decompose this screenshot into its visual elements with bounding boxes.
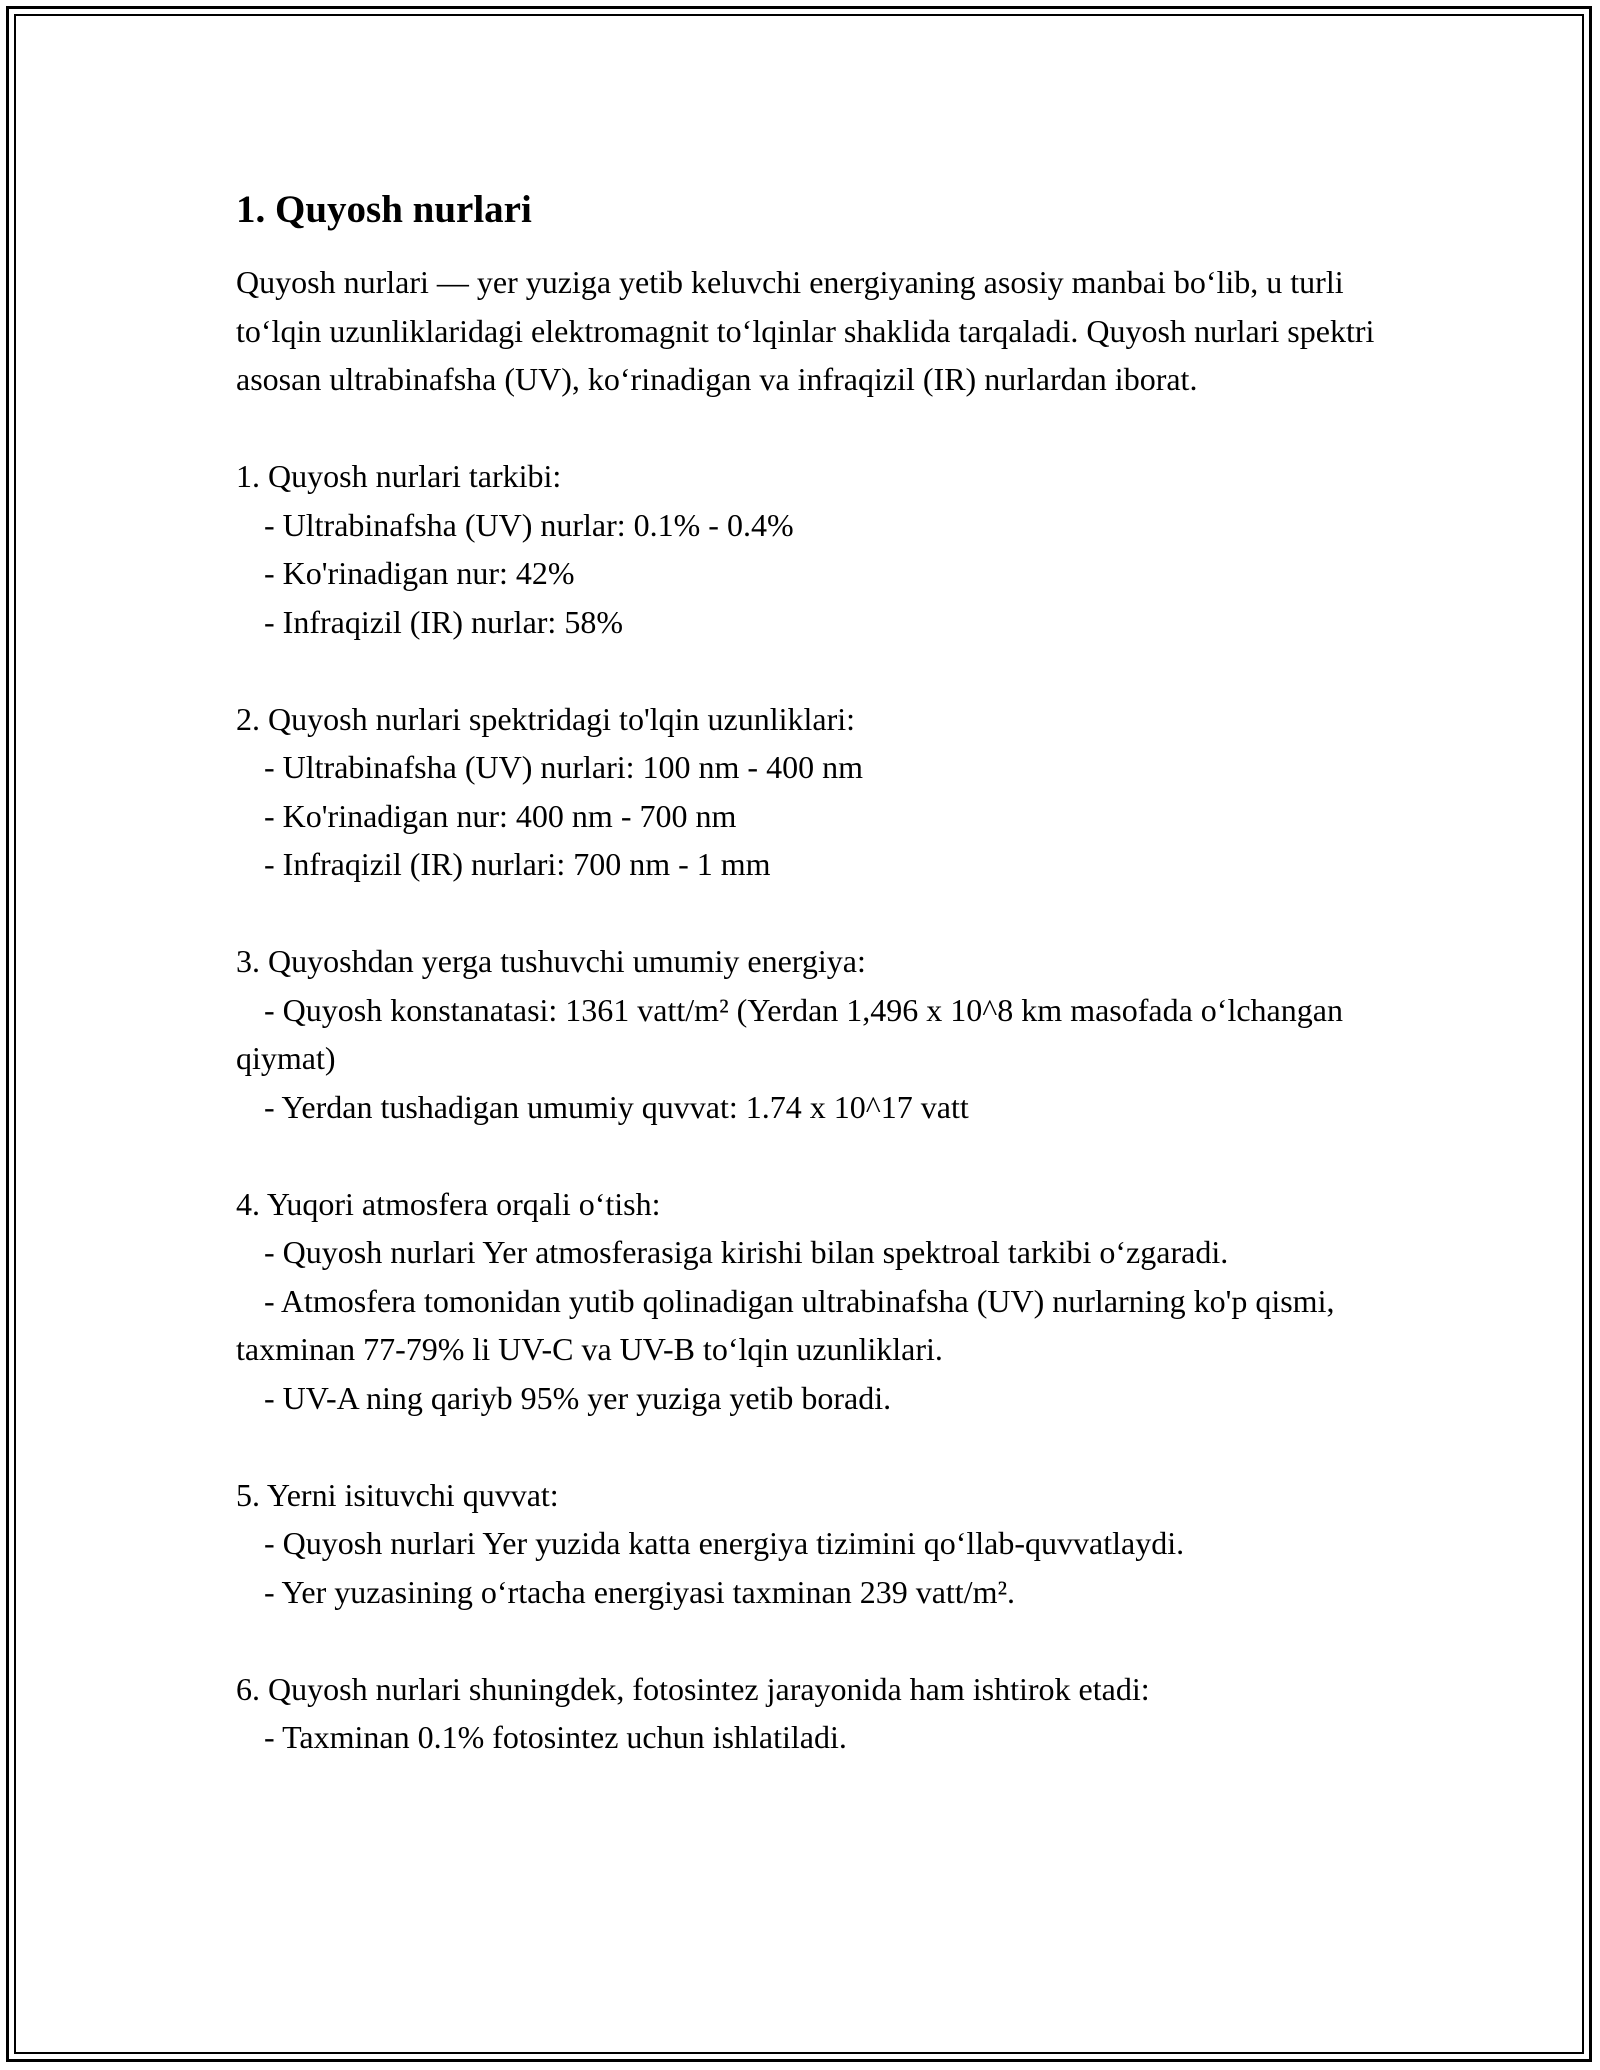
list-item: - Ultrabinafsha (UV) nurlar: 0.1% - 0.4% xyxy=(264,506,794,543)
list-item: - Ultrabinafsha (UV) nurlari: 100 nm - 400 nm xyxy=(264,749,863,785)
section-heading: 3. Quyoshdan yerga tushuvchi umumiy energiya: xyxy=(236,943,866,979)
intro-paragraph: Quyosh nurlari — yer yuziga yetib keluvchi energiyaning asosiy manbai boʻlib, u turli toʻlqin uzunliklaridagi elektromagnit toʻlqinlar shaklida tarqaladi. Quyosh nurlari spektri asosan ultrabinafsha (UV), koʻrinadigan va infraqizil (IR) nurlardan iborat. xyxy=(236,264,1375,397)
list-item: - Ko'rinadigan nur: 42% xyxy=(264,555,575,591)
section-1 xyxy=(236,452,1376,646)
list-item: - Yer yuzasining oʻrtacha energiyasi taxminan 239 vatt/m². xyxy=(264,1573,1016,1610)
section-2 xyxy=(236,695,1376,889)
list-item: - Infraqizil (IR) nurlar: 58% xyxy=(264,603,623,640)
section-5 xyxy=(236,1471,1376,1617)
section-heading: 2. Quyosh nurlari spektridagi to'lqin uzunliklari: xyxy=(236,700,855,737)
list-item: - Atmosfera tomonidan yutib qolinadigan ultrabinafsha (UV) nurlarning ko'p qismi, taxminan 77-79% li UV-C va UV-B toʻlqin uzunliklari. xyxy=(236,1282,1335,1367)
list-item: - Quyosh nurlari Yer atmosferasiga kirishi bilan spektroal tarkibi oʻzgaradi. xyxy=(264,1234,1229,1270)
list-item: - Taxminan 0.1% fotosintez uchun ishlatiladi. xyxy=(264,1719,847,1755)
list-item: - Yerdan tushadigan umumiy quvvat: 1.74 x 10^17 vatt xyxy=(264,1088,969,1125)
section-heading: 6. Quyosh nurlari shuningdek, fotosintez jarayonida ham ishtirok etadi: xyxy=(236,1670,1150,1707)
section-heading: 1. Quyosh nurlari tarkibi: xyxy=(236,458,562,494)
section-6 xyxy=(236,1665,1376,1762)
section-3 xyxy=(236,937,1376,1131)
section-4 xyxy=(236,1180,1376,1423)
document-title: 1. Quyosh nurlari xyxy=(236,188,532,231)
list-item: - Quyosh konstanatasi: 1361 vatt/m² (Yerdan 1,496 x 10^8 km masofada oʻlchangan qiymat) xyxy=(236,991,1343,1076)
section-heading: 4. Yuqori atmosfera orqali oʻtish: xyxy=(236,1185,661,1222)
list-item: - Infraqizil (IR) nurlari: 700 nm - 1 mm xyxy=(264,846,771,882)
section-heading: 5. Yerni isituvchi quvvat: xyxy=(236,1476,559,1513)
list-item: - Quyosh nurlari Yer yuzida katta energiya tizimini qoʻllab-quvvatlaydi. xyxy=(264,1525,1185,1561)
list-item: - UV-A ning qariyb 95% yer yuziga yetib boradi. xyxy=(264,1379,892,1416)
list-item: - Ko'rinadigan nur: 400 nm - 700 nm xyxy=(264,797,737,834)
document-body xyxy=(236,186,1376,1762)
